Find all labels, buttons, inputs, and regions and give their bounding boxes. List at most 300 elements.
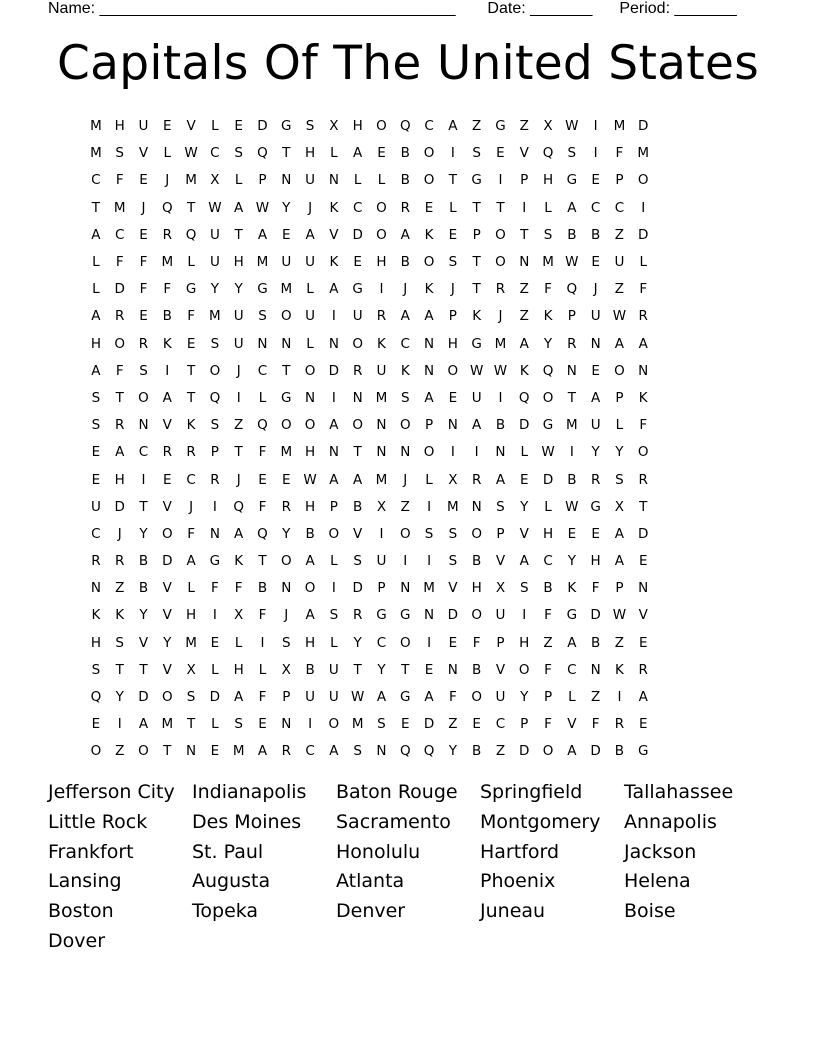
grid-letter[interactable]: W <box>255 199 270 216</box>
grid-letter[interactable]: S <box>305 118 315 135</box>
grid-letter[interactable]: N <box>305 389 316 406</box>
grid-letter[interactable]: O <box>280 308 292 325</box>
grid-letter[interactable]: O <box>280 553 292 570</box>
grid-letter[interactable]: E <box>424 661 434 678</box>
grid-letter[interactable]: G <box>400 689 411 706</box>
grid-letter[interactable]: P <box>377 580 386 597</box>
grid-letter[interactable]: X <box>329 118 339 135</box>
grid-letter[interactable]: Y <box>139 607 148 624</box>
grid-letter[interactable]: Q <box>399 743 411 760</box>
grid-letter[interactable]: K <box>424 226 434 243</box>
grid-letter[interactable]: S <box>91 417 101 434</box>
grid-letter[interactable]: E <box>424 199 434 216</box>
grid-letter[interactable]: O <box>161 525 173 542</box>
grid-letter[interactable]: S <box>543 226 553 243</box>
grid-letter[interactable]: D <box>447 607 459 624</box>
grid-letter[interactable]: V <box>162 607 172 624</box>
grid-letter[interactable]: Q <box>233 498 244 515</box>
grid-letter[interactable]: D <box>114 498 125 515</box>
grid-letter[interactable]: Y <box>210 281 219 298</box>
grid-letter[interactable]: M <box>280 444 293 461</box>
grid-letter[interactable]: U <box>281 254 292 271</box>
grid-letter[interactable]: L <box>353 172 362 189</box>
grid-letter[interactable]: F <box>139 281 148 298</box>
grid-letter[interactable]: T <box>258 553 267 570</box>
grid-letter[interactable]: S <box>139 362 148 379</box>
grid-letter[interactable]: O <box>114 335 126 352</box>
grid-letter[interactable]: Q <box>209 389 221 406</box>
grid-letter[interactable]: U <box>328 661 339 678</box>
grid-letter[interactable]: A <box>162 389 172 406</box>
grid-letter[interactable]: P <box>520 172 529 189</box>
grid-letter[interactable]: I <box>141 471 146 488</box>
grid-letter[interactable]: V <box>448 580 458 597</box>
grid-letter[interactable]: P <box>567 308 576 325</box>
grid-letter[interactable]: S <box>448 553 458 570</box>
grid-letter[interactable]: M <box>209 308 221 325</box>
grid-letter[interactable]: I <box>498 172 503 189</box>
grid-letter[interactable]: A <box>234 199 244 216</box>
grid-letter[interactable]: I <box>212 498 217 515</box>
grid-letter[interactable]: M <box>256 254 269 271</box>
grid-letter[interactable]: T <box>472 199 481 216</box>
grid-letter[interactable]: T <box>186 362 196 379</box>
grid-letter[interactable]: W <box>565 498 579 515</box>
grid-letter[interactable]: Z <box>448 716 458 733</box>
grid-letter[interactable]: L <box>377 172 386 189</box>
grid-letter[interactable]: M <box>613 118 626 135</box>
grid-letter[interactable]: X <box>234 607 244 624</box>
grid-letter[interactable]: G <box>281 118 292 135</box>
grid-letter[interactable]: I <box>569 444 574 461</box>
grid-letter[interactable]: U <box>328 689 339 706</box>
grid-letter[interactable]: O <box>637 172 649 189</box>
grid-letter[interactable]: G <box>566 172 578 189</box>
grid-letter[interactable]: O <box>423 254 435 271</box>
grid-letter[interactable]: W <box>469 362 484 379</box>
grid-letter[interactable]: R <box>638 661 648 678</box>
grid-letter[interactable]: O <box>471 689 482 706</box>
grid-letter[interactable]: E <box>448 389 458 406</box>
grid-letter[interactable]: D <box>638 118 649 135</box>
grid-letter[interactable]: W <box>350 689 365 706</box>
grid-letter[interactable]: R <box>590 471 601 488</box>
grid-letter[interactable]: A <box>638 335 648 352</box>
grid-letter[interactable]: I <box>498 389 503 406</box>
grid-letter[interactable]: C <box>590 199 601 216</box>
grid-letter[interactable]: K <box>186 417 196 434</box>
grid-letter[interactable]: R <box>638 308 648 325</box>
grid-letter[interactable]: V <box>567 716 577 733</box>
grid-letter[interactable]: I <box>427 553 432 570</box>
grid-letter[interactable]: Q <box>257 525 268 542</box>
grid-letter[interactable]: L <box>639 254 647 271</box>
grid-letter[interactable]: E <box>448 226 458 243</box>
grid-letter[interactable]: F <box>591 580 600 597</box>
grid-letter[interactable]: O <box>328 716 340 733</box>
grid-letter[interactable]: N <box>638 580 649 597</box>
grid-letter[interactable]: F <box>544 607 552 624</box>
grid-letter[interactable]: F <box>258 498 267 515</box>
grid-letter[interactable]: F <box>115 362 124 379</box>
grid-letter[interactable]: I <box>331 580 336 597</box>
grid-letter[interactable]: A <box>376 689 387 706</box>
grid-letter[interactable]: E <box>91 444 101 461</box>
grid-letter[interactable]: B <box>472 661 482 678</box>
grid-letter[interactable]: N <box>376 417 387 434</box>
grid-letter[interactable]: T <box>496 199 505 216</box>
grid-letter[interactable]: O <box>423 444 435 461</box>
grid-letter[interactable]: Q <box>542 145 554 162</box>
grid-letter[interactable]: S <box>91 661 101 678</box>
grid-letter[interactable]: A <box>353 471 363 488</box>
grid-letter[interactable]: E <box>282 471 291 488</box>
grid-letter[interactable]: L <box>187 254 195 271</box>
grid-letter[interactable]: D <box>638 525 649 542</box>
grid-letter[interactable]: T <box>115 661 124 678</box>
grid-letter[interactable]: I <box>522 199 527 216</box>
grid-letter[interactable]: N <box>400 580 411 597</box>
grid-letter[interactable]: A <box>115 444 125 461</box>
grid-letter[interactable]: V <box>495 553 506 570</box>
grid-letter[interactable]: C <box>186 471 196 488</box>
grid-letter[interactable]: B <box>543 580 553 597</box>
grid-letter[interactable]: R <box>281 743 291 760</box>
grid-letter[interactable]: I <box>331 389 336 406</box>
grid-letter[interactable]: R <box>352 607 363 624</box>
grid-letter[interactable]: D <box>542 471 554 488</box>
grid-letter[interactable]: J <box>141 199 146 216</box>
grid-letter[interactable]: O <box>352 335 363 352</box>
grid-letter[interactable]: N <box>328 335 339 352</box>
grid-letter[interactable]: M <box>232 743 245 760</box>
grid-letter[interactable]: N <box>281 580 292 597</box>
grid-letter[interactable]: M <box>637 145 650 162</box>
grid-letter[interactable]: L <box>615 417 624 434</box>
grid-letter[interactable]: D <box>114 281 125 298</box>
grid-letter[interactable]: U <box>90 498 101 515</box>
grid-letter[interactable]: T <box>353 444 362 461</box>
grid-letter[interactable]: S <box>186 689 196 706</box>
grid-letter[interactable]: L <box>234 172 243 189</box>
grid-letter[interactable]: Z <box>234 417 244 434</box>
grid-letter[interactable]: O <box>90 743 102 760</box>
grid-letter[interactable]: O <box>518 661 530 678</box>
grid-letter[interactable]: L <box>306 281 314 298</box>
grid-letter[interactable]: Q <box>90 689 102 706</box>
grid-letter[interactable]: E <box>163 118 172 135</box>
grid-letter[interactable]: D <box>328 362 340 379</box>
grid-letter[interactable]: J <box>403 471 408 488</box>
name-field-label[interactable]: Name: ________________________________________ <box>48 0 456 17</box>
grid-letter[interactable]: W <box>184 145 198 162</box>
grid-letter[interactable]: A <box>424 389 434 406</box>
grid-letter[interactable]: V <box>138 145 149 162</box>
grid-letter[interactable]: A <box>353 145 363 162</box>
grid-letter[interactable]: C <box>400 335 410 352</box>
grid-letter[interactable]: S <box>424 525 434 542</box>
grid-letter[interactable]: S <box>329 607 339 624</box>
grid-letter[interactable]: H <box>186 607 197 624</box>
grid-letter[interactable]: Z <box>543 634 553 651</box>
grid-letter[interactable]: B <box>591 226 601 243</box>
grid-letter[interactable]: T <box>139 661 148 678</box>
grid-letter[interactable]: I <box>117 716 122 733</box>
grid-letter[interactable]: H <box>114 118 125 135</box>
grid-letter[interactable]: Y <box>543 335 553 352</box>
grid-letter[interactable]: G <box>566 607 578 624</box>
grid-letter[interactable]: D <box>590 743 601 760</box>
grid-letter[interactable]: N <box>281 716 292 733</box>
grid-letter[interactable]: F <box>187 525 195 542</box>
grid-letter[interactable]: O <box>614 362 625 379</box>
grid-letter[interactable]: W <box>493 362 508 379</box>
grid-letter[interactable]: O <box>161 689 173 706</box>
grid-letter[interactable]: E <box>591 172 600 189</box>
grid-letter[interactable]: E <box>258 471 267 488</box>
grid-letter[interactable]: C <box>114 226 125 243</box>
grid-letter[interactable]: M <box>113 199 126 216</box>
grid-letter[interactable]: Y <box>282 199 291 216</box>
grid-letter[interactable]: M <box>90 118 102 135</box>
grid-letter[interactable]: T <box>639 498 648 515</box>
grid-letter[interactable]: S <box>567 145 577 162</box>
grid-letter[interactable]: I <box>522 607 527 624</box>
grid-letter[interactable]: R <box>281 498 291 515</box>
grid-letter[interactable]: Q <box>518 389 530 406</box>
grid-letter[interactable]: T <box>401 661 410 678</box>
grid-letter[interactable]: V <box>162 661 172 678</box>
grid-letter[interactable]: Z <box>614 226 625 243</box>
grid-letter[interactable]: X <box>614 498 625 515</box>
grid-letter[interactable]: E <box>210 634 220 651</box>
grid-letter[interactable]: Y <box>234 281 243 298</box>
grid-letter[interactable]: X <box>376 498 387 515</box>
grid-letter[interactable]: I <box>641 199 646 216</box>
grid-letter[interactable]: L <box>258 389 267 406</box>
grid-letter[interactable]: B <box>591 634 601 651</box>
grid-letter[interactable]: Q <box>566 281 578 298</box>
grid-letter[interactable]: B <box>567 471 577 488</box>
grid-letter[interactable]: K <box>115 607 125 624</box>
grid-letter[interactable]: D <box>352 580 363 597</box>
grid-letter[interactable]: R <box>614 716 625 733</box>
grid-letter[interactable]: U <box>614 254 625 271</box>
grid-letter[interactable]: X <box>210 172 220 189</box>
grid-letter[interactable]: N <box>424 335 435 352</box>
grid-letter[interactable]: U <box>352 308 363 325</box>
grid-letter[interactable]: P <box>615 389 624 406</box>
grid-letter[interactable]: Q <box>161 199 173 216</box>
grid-letter[interactable]: P <box>329 498 338 515</box>
grid-letter[interactable]: Z <box>115 580 125 597</box>
grid-letter[interactable]: O <box>376 226 387 243</box>
grid-letter[interactable]: G <box>376 607 387 624</box>
grid-letter[interactable]: E <box>139 308 148 325</box>
grid-letter[interactable]: Y <box>139 525 148 542</box>
grid-letter[interactable]: S <box>615 471 624 488</box>
grid-letter[interactable]: T <box>139 498 148 515</box>
grid-letter[interactable]: U <box>209 254 220 271</box>
grid-letter[interactable]: E <box>400 716 410 733</box>
grid-letter[interactable]: A <box>424 308 434 325</box>
grid-letter[interactable]: L <box>330 145 338 162</box>
grid-letter[interactable]: B <box>400 254 410 271</box>
grid-letter[interactable]: V <box>162 498 172 515</box>
grid-letter[interactable]: L <box>306 335 314 352</box>
grid-letter[interactable]: J <box>236 362 241 379</box>
grid-letter[interactable]: T <box>353 661 362 678</box>
grid-letter[interactable]: N <box>638 362 649 379</box>
grid-letter[interactable]: F <box>544 281 552 298</box>
grid-letter[interactable]: E <box>258 716 267 733</box>
grid-letter[interactable]: T <box>234 444 243 461</box>
grid-letter[interactable]: O <box>376 118 387 135</box>
grid-letter[interactable]: N <box>566 362 577 379</box>
grid-letter[interactable]: A <box>567 743 577 760</box>
grid-letter[interactable]: P <box>448 308 457 325</box>
grid-letter[interactable]: K <box>91 607 101 624</box>
grid-letter[interactable]: G <box>471 335 482 352</box>
grid-letter[interactable]: S <box>448 254 458 271</box>
grid-letter[interactable]: G <box>185 281 197 298</box>
grid-letter[interactable]: E <box>591 362 600 379</box>
grid-letter[interactable]: V <box>495 661 506 678</box>
grid-letter[interactable]: V <box>162 580 172 597</box>
grid-letter[interactable]: U <box>590 308 601 325</box>
grid-letter[interactable]: X <box>543 118 553 135</box>
grid-letter[interactable]: N <box>590 335 601 352</box>
grid-letter[interactable]: D <box>138 689 149 706</box>
grid-letter[interactable]: A <box>472 417 482 434</box>
grid-letter[interactable]: V <box>353 525 363 542</box>
grid-letter[interactable]: Z <box>519 308 529 325</box>
grid-letter[interactable]: W <box>565 118 579 135</box>
grid-letter[interactable]: J <box>165 172 170 189</box>
grid-letter[interactable]: S <box>115 634 124 651</box>
grid-letter[interactable]: O <box>138 389 149 406</box>
grid-letter[interactable]: H <box>233 254 244 271</box>
grid-letter[interactable]: M <box>185 172 197 189</box>
grid-letter[interactable]: G <box>495 118 506 135</box>
grid-letter[interactable]: B <box>472 743 482 760</box>
grid-letter[interactable]: A <box>329 417 339 434</box>
grid-letter[interactable]: S <box>258 308 267 325</box>
grid-letter[interactable]: E <box>186 335 196 352</box>
grid-letter[interactable]: S <box>210 335 220 352</box>
grid-letter[interactable]: Y <box>520 689 529 706</box>
grid-letter[interactable]: J <box>593 281 598 298</box>
grid-letter[interactable]: A <box>614 525 625 542</box>
grid-letter[interactable]: L <box>92 281 100 298</box>
grid-letter[interactable]: P <box>496 525 505 542</box>
grid-letter[interactable]: M <box>542 254 554 271</box>
grid-letter[interactable]: Y <box>448 743 457 760</box>
grid-letter[interactable]: B <box>400 172 410 189</box>
grid-letter[interactable]: X <box>186 661 196 678</box>
grid-letter[interactable]: H <box>352 118 363 135</box>
grid-letter[interactable]: H <box>304 444 316 461</box>
grid-letter[interactable]: V <box>162 417 172 434</box>
grid-letter[interactable]: L <box>234 634 243 651</box>
grid-letter[interactable]: C <box>91 172 101 189</box>
grid-letter[interactable]: A <box>234 689 244 706</box>
grid-letter[interactable]: N <box>424 362 435 379</box>
grid-letter[interactable]: R <box>138 335 149 352</box>
grid-letter[interactable]: L <box>425 471 433 488</box>
grid-letter[interactable]: N <box>519 254 530 271</box>
grid-letter[interactable]: P <box>615 172 624 189</box>
grid-letter[interactable]: L <box>211 118 219 135</box>
grid-letter[interactable]: M <box>161 254 174 271</box>
grid-letter[interactable]: L <box>330 553 338 570</box>
grid-letter[interactable]: N <box>138 417 149 434</box>
grid-letter[interactable]: M <box>566 417 578 434</box>
grid-letter[interactable]: B <box>614 743 625 760</box>
grid-letter[interactable]: W <box>612 308 627 325</box>
grid-letter[interactable]: C <box>138 444 149 461</box>
grid-letter[interactable]: B <box>567 226 577 243</box>
grid-letter[interactable]: Y <box>520 498 529 515</box>
grid-letter[interactable]: W <box>208 199 222 216</box>
grid-letter[interactable]: W <box>541 444 555 461</box>
grid-letter[interactable]: A <box>614 553 625 570</box>
grid-letter[interactable]: K <box>567 580 577 597</box>
grid-letter[interactable]: G <box>209 553 221 570</box>
grid-letter[interactable]: Y <box>567 553 576 570</box>
grid-letter[interactable]: H <box>114 471 125 488</box>
grid-letter[interactable]: H <box>590 553 601 570</box>
grid-letter[interactable]: J <box>498 308 503 325</box>
grid-letter[interactable]: R <box>471 471 482 488</box>
grid-letter[interactable]: T <box>115 389 124 406</box>
grid-letter[interactable]: D <box>423 716 435 733</box>
grid-letter[interactable]: L <box>163 145 172 162</box>
grid-letter[interactable]: I <box>308 716 313 733</box>
grid-letter[interactable]: G <box>257 281 268 298</box>
grid-letter[interactable]: T <box>472 281 481 298</box>
grid-letter[interactable]: L <box>520 444 528 461</box>
grid-letter[interactable]: I <box>450 444 455 461</box>
grid-letter[interactable]: E <box>567 525 577 542</box>
grid-letter[interactable]: D <box>638 226 649 243</box>
grid-letter[interactable]: Q <box>257 145 268 162</box>
grid-letter[interactable]: S <box>472 145 481 162</box>
grid-letter[interactable]: C <box>376 634 387 651</box>
grid-letter[interactable]: F <box>448 689 457 706</box>
grid-letter[interactable]: M <box>494 335 507 352</box>
grid-letter[interactable]: O <box>495 254 506 271</box>
grid-letter[interactable]: R <box>186 444 196 461</box>
grid-letter[interactable]: R <box>638 471 648 488</box>
grid-letter[interactable]: N <box>424 607 435 624</box>
grid-letter[interactable]: H <box>304 145 316 162</box>
grid-letter[interactable]: U <box>233 335 244 352</box>
grid-letter[interactable]: T <box>282 362 291 379</box>
grid-letter[interactable]: Z <box>115 743 125 760</box>
grid-letter[interactable]: F <box>115 254 124 271</box>
grid-letter[interactable]: U <box>495 607 506 624</box>
grid-letter[interactable]: N <box>400 444 411 461</box>
grid-letter[interactable]: M <box>90 145 102 162</box>
grid-letter[interactable]: Y <box>591 444 600 461</box>
grid-letter[interactable]: F <box>472 634 481 651</box>
grid-letter[interactable]: O <box>304 417 316 434</box>
grid-letter[interactable]: F <box>544 661 552 678</box>
grid-letter[interactable]: A <box>91 226 101 243</box>
grid-letter[interactable]: E <box>519 471 529 488</box>
grid-letter[interactable]: H <box>304 634 316 651</box>
